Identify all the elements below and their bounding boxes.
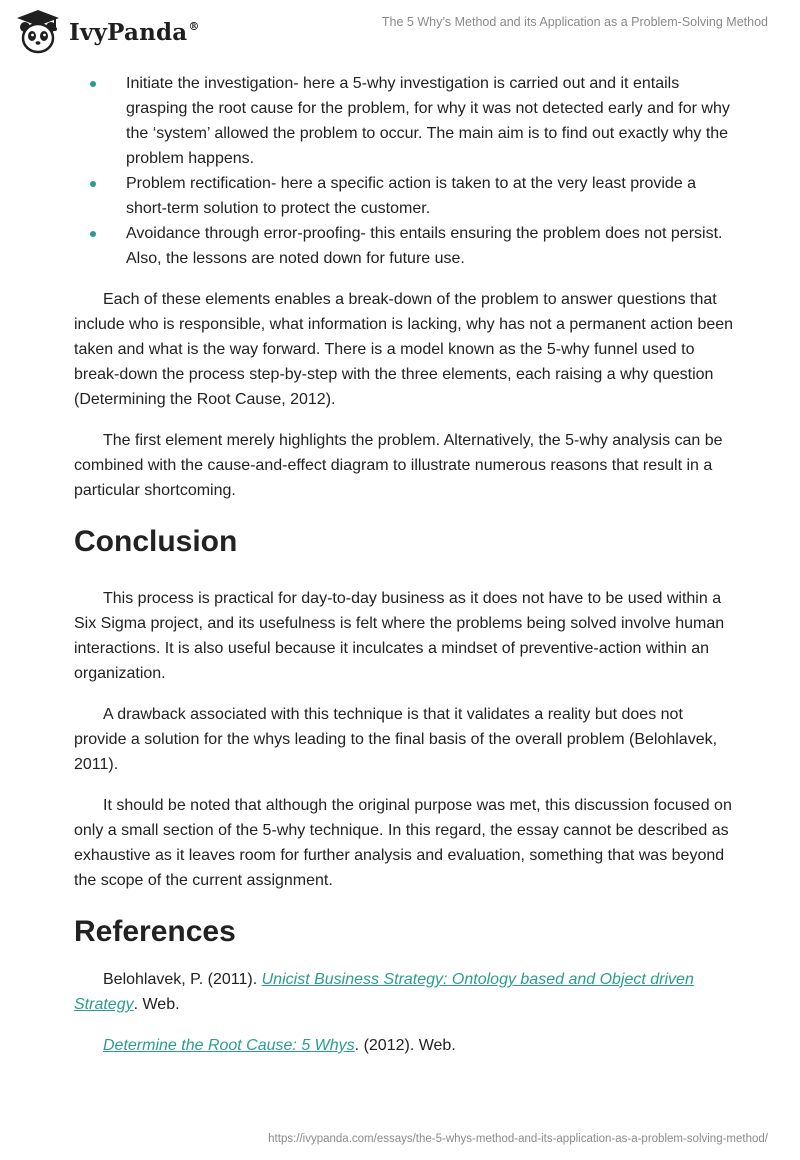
reference-item [74,1033,734,1058]
bullet-dot-icon [90,231,96,237]
footer-url: https://ivypanda.com/essays/the-5-whys-method-and-its-application-as-a-problem-solving-method/ [268,1133,768,1145]
reference-text: . (2012). Web. [354,1037,456,1054]
body-paragraph: Each of these elements enables a break-down of the problem to answer questions that include who is responsible, what information is lacking, why has not a permanent action been taken and what is the way forward. There is a model known as the 5-why funnel used to break-down the process step-by-step with the three elements, each raising a why question (Determining the Root Cause, 2012). [74,291,734,408]
brand-name: IvyPanda® [69,18,200,46]
body-paragraph: The first element merely highlights the problem. Alternatively, the 5-why analysis can be combined with the cause-and-effect diagram to illustrate numerous reasons that result in a particular shortcoming. [74,432,723,499]
page-header [0,0,800,70]
bullet-list [74,71,734,271]
conclusion-heading: Conclusion [74,525,238,558]
registered-mark: ® [188,19,200,33]
reference-item [74,967,734,1017]
list-item [74,171,734,221]
reference-text: . Web. [133,996,180,1013]
list-item [74,71,734,171]
conclusion-paragraph: A drawback associated with this technique is that it validates a reality but does not provide a solution for the whys leading to the final basis of the overall problem (Belohlavek, 2011). [74,706,718,773]
bullet-dot-icon [90,81,96,87]
bullet-dot-icon [90,181,96,187]
document-title: The 5 Why’s Method and its Application as a Problem-Solving Method [381,15,768,29]
conclusion-paragraph: This process is practical for day-to-day business as it does not have to be used within a Six Sigma project, and its usefulness is felt where the problems being solved involve human interactions. It is also useful because it inculcates a mindset of preventive-action within an organization. [74,590,725,682]
list-item-text: Problem rectification- here a specific action is taken to at the very least provide a short-term solution to protect the customer. [126,175,697,217]
panda-graduate-icon [14,8,62,56]
list-item-text: Initiate the investigation- here a 5-why investigation is carried out and it entails grasping the root cause for the problem, for why it was not detected early and for why the ‘system’ allowed the problem to occur. The main aim is to find out exactly why the problem happens. [126,75,730,167]
reference-text: Belohlavek, P. (2011). [103,971,262,988]
conclusion-paragraph: It should be noted that although the original purpose was met, this discussion focused on only a small section of the 5-why technique. In this regard, the essay cannot be described as exhaustive as it leaves room for further analysis and evaluation, something that was beyond the scope of the current assignment. [74,797,732,889]
reference-link[interactable]: Unicist Business Strategy: Ontology based and Object driven Strategy [74,971,694,1013]
references-heading: References [74,915,236,948]
list-item-text: Avoidance through error-proofing- this entails ensuring the problem does not persist. Also, the lessons are noted down for future use. [126,225,723,267]
ivypanda-logo[interactable] [14,8,200,56]
list-item [74,221,734,271]
essay-content [74,71,734,1058]
reference-link[interactable]: Determine the Root Cause: 5 Whys [103,1037,355,1054]
